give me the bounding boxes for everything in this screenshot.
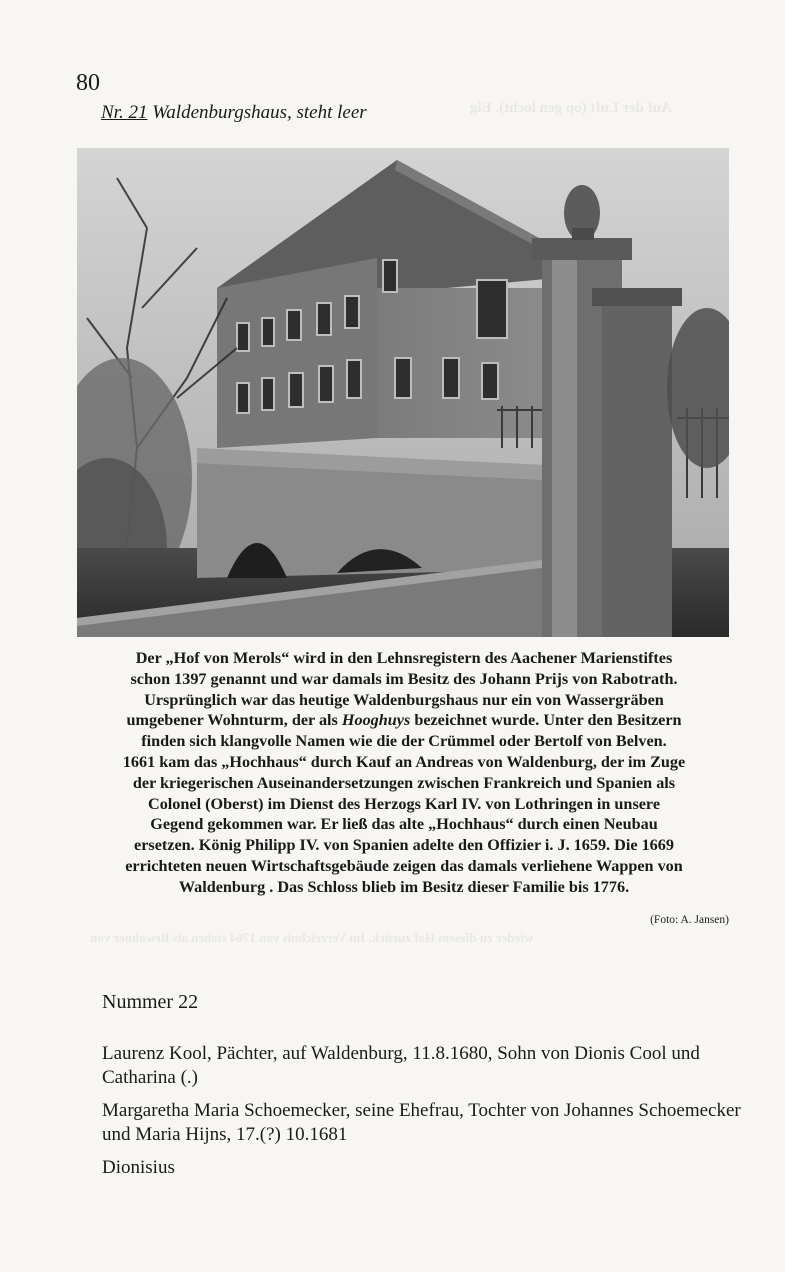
- caption-line: schon 1397 genannt und war damals im Besitz des Johann Prijs von Rabotrath.: [130, 669, 678, 688]
- entry-item: Margaretha Maria Schoemecker, seine Ehefrau, Tochter von Johannes Schoemecker und Maria Hijns, 17.(?) 10.1681: [102, 1100, 741, 1145]
- entry-item: Laurenz Kool, Pächter, auf Waldenburg, 11.8.1680, Sohn von Dionis Cool und Catharina (.): [102, 1043, 700, 1088]
- caption-line: Der „Hof von Merols“ wird in den Lehnsregistern des Aachener Marienstiftes: [135, 649, 673, 667]
- caption-line: [78, 710, 730, 731]
- entry-item: Dionisius: [102, 1157, 175, 1178]
- photo-waldenburgshaus: [77, 148, 729, 637]
- section-title: Nummer 22: [102, 991, 199, 1013]
- caption-line: Ursprünglich war das heutige Waldenburgshaus nur ein von Wassergräben: [144, 690, 664, 709]
- caption-line: Colonel (Oberst) im Dienst des Herzogs Karl IV. von Lothringen in unsere: [148, 794, 660, 813]
- caption-line: Waldenburg . Das Schloss blieb im Besitz dieser Familie bis 1776.: [178, 877, 630, 896]
- caption-line: 1661 kam das „Hochhaus“ durch Kauf an Andreas von Waldenburg, der im Zuge: [122, 752, 686, 771]
- heading-number: Nr. 21: [101, 102, 148, 123]
- caption-fragment: umgebener Wohnturm, der als: [126, 711, 342, 730]
- photo-caption: [78, 648, 730, 898]
- caption-line: Gegend gekommen war. Er ließ das alte „Hochhaus“ durch einen Neubau: [150, 815, 658, 834]
- caption-line: ersetzen. König Philipp IV. von Spanien adelte den Offizier i. J. 1659. Die 1669: [134, 836, 674, 855]
- caption-fragment: bezeichnet wurde. Unter den Besitzern: [410, 711, 682, 730]
- heading-title: Waldenburgshaus, steht leer: [152, 102, 367, 123]
- caption-line: errichteten neuen Wirtschaftsgebäude zeigen das damals verliehene Wappen von: [125, 856, 683, 875]
- caption-line: der kriegerischen Auseinandersetzungen zwischen Frankreich und Spanien als: [132, 773, 676, 792]
- bleed-through-text: wieder zu diesem Hof zurück. Im Verzeichnis von 1764 stehen als Bewohner von: [90, 930, 534, 945]
- entry-list: [102, 1042, 742, 1189]
- page-heading: [101, 102, 367, 124]
- page-number: 80: [76, 70, 100, 96]
- bleed-through-text: Auf der Luft (op gen locht). Eig: [470, 100, 672, 116]
- photo-credit: (Foto: A. Jansen): [650, 914, 729, 926]
- caption-line: finden sich klangvolle Namen wie die der Crümmel oder Bertolf von Belven.: [141, 732, 667, 751]
- caption-italic-term: Hooghuys: [341, 711, 411, 730]
